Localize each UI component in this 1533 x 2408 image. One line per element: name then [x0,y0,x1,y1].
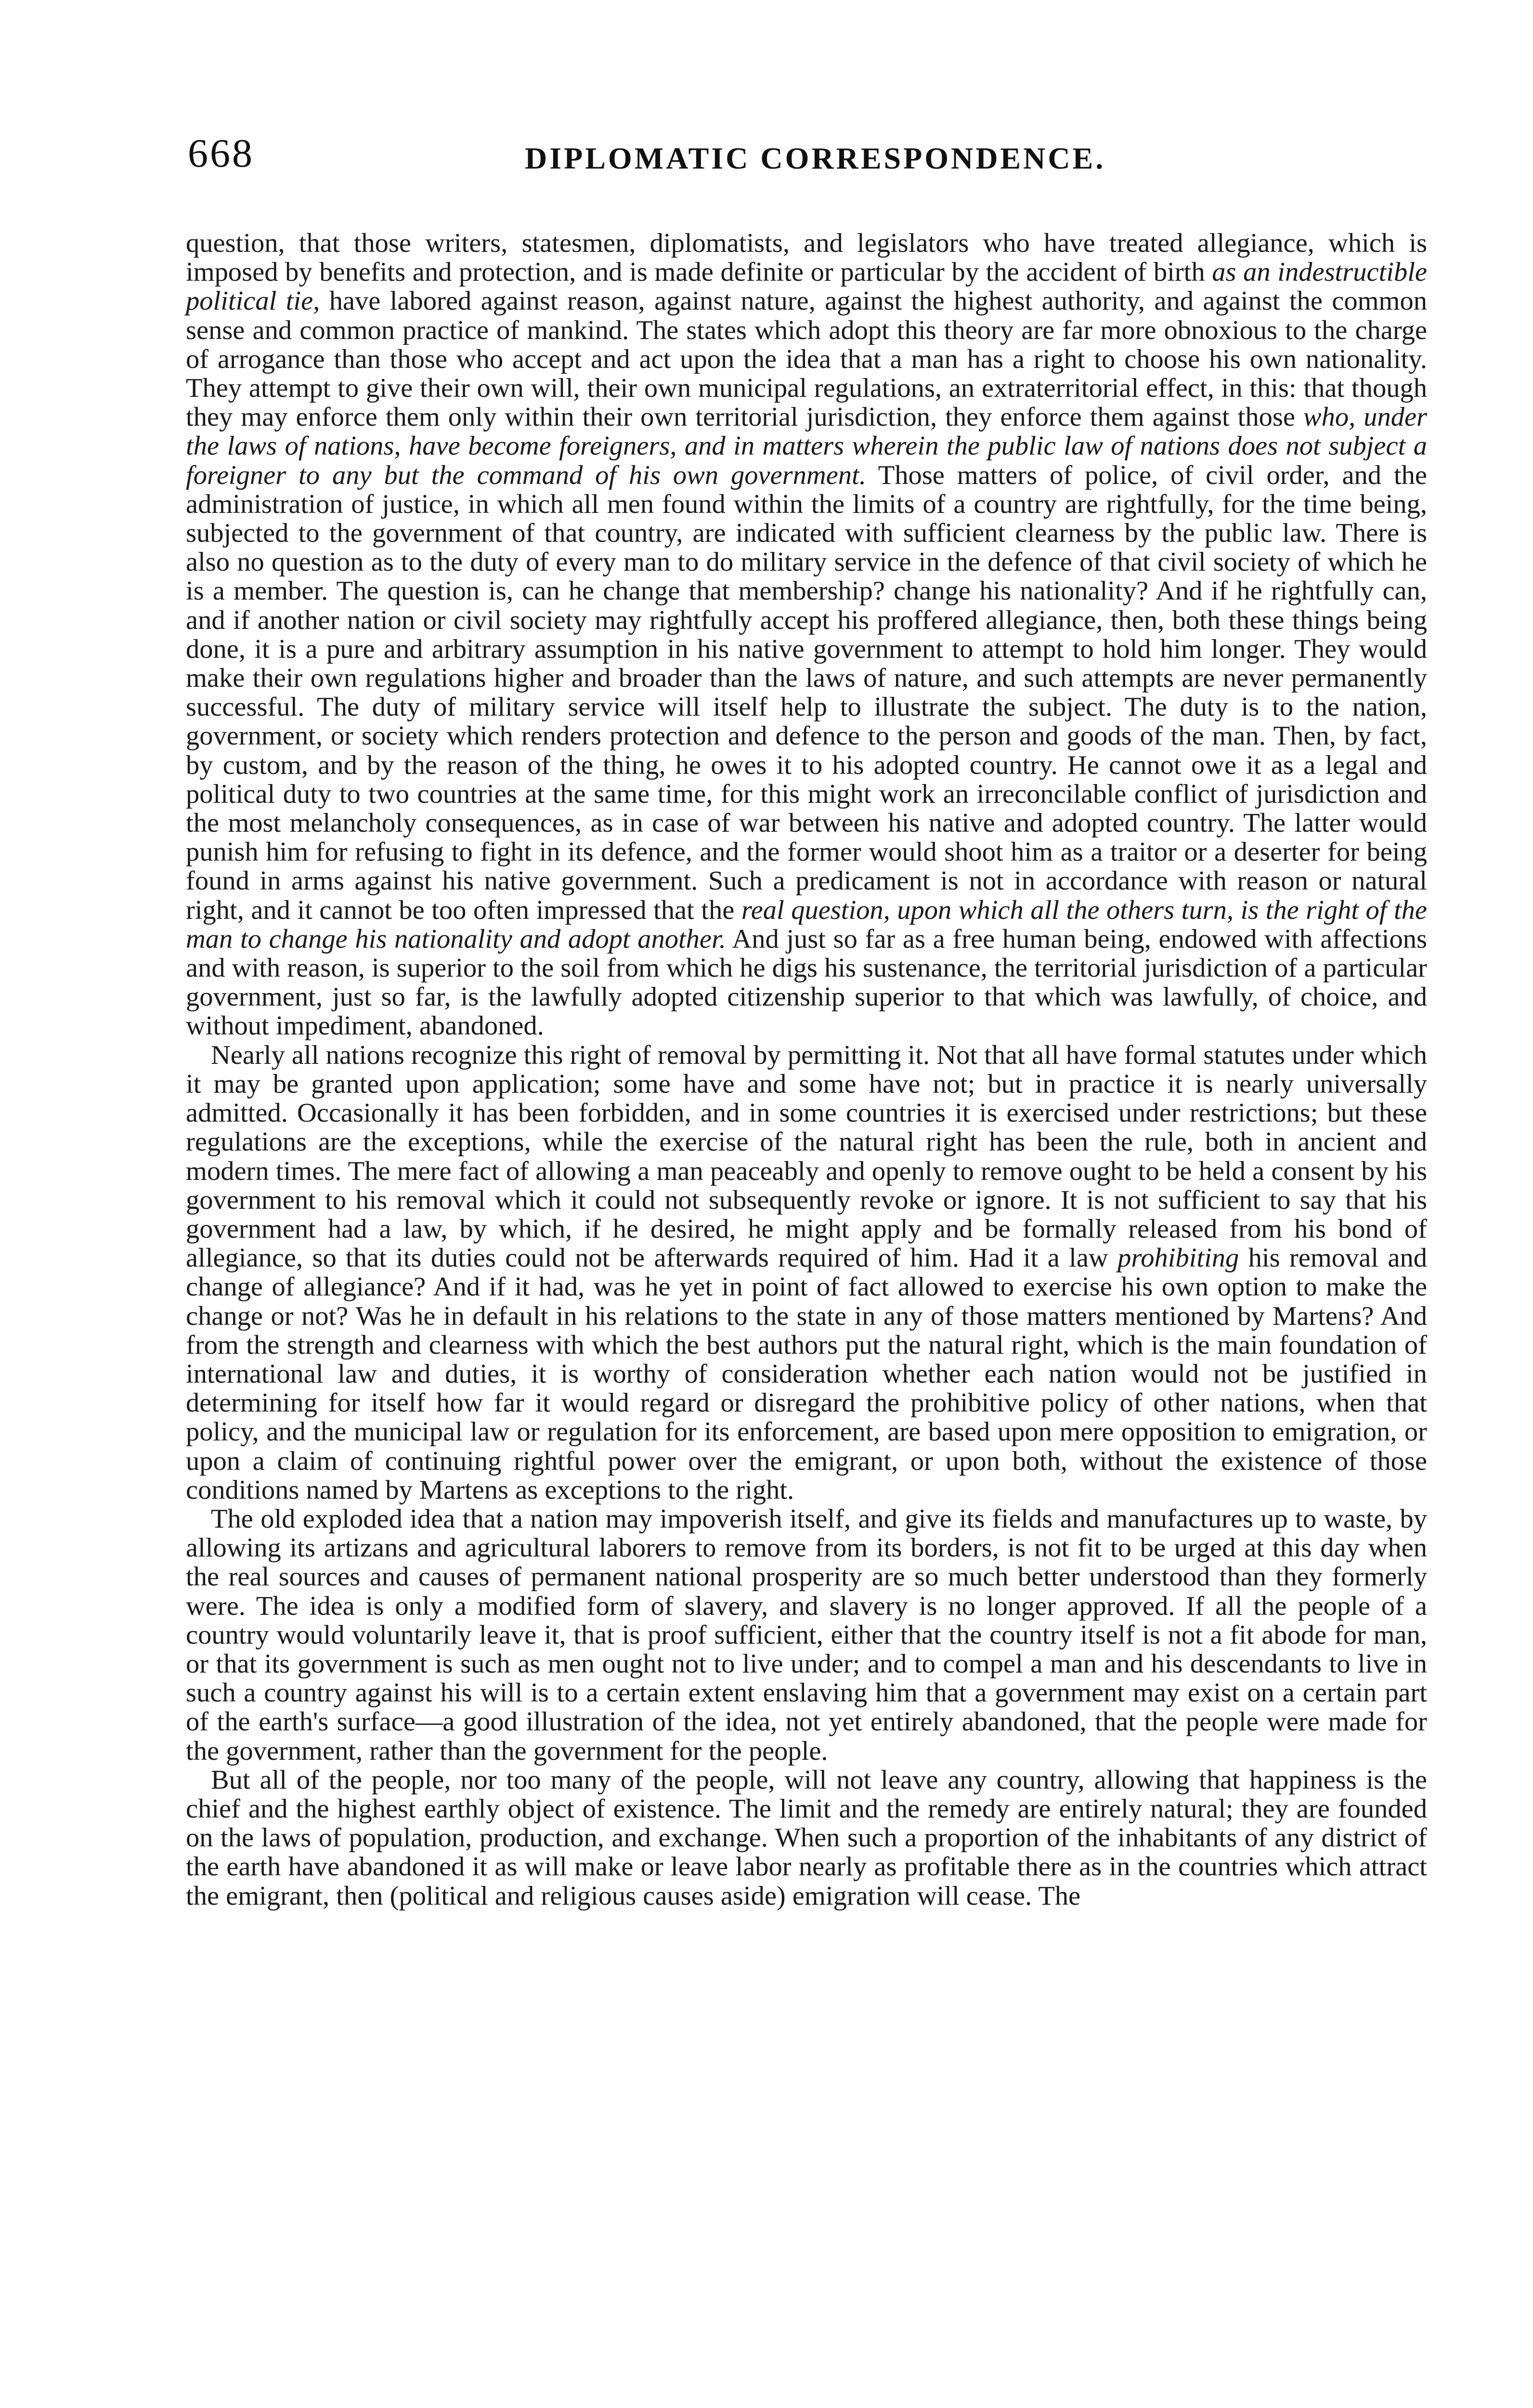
italic-text: prohibiting [1117,1243,1239,1273]
body-text-run: Those matters of police, of civil order, and the administration of justice, in which all men found within the limits of a country are rightfully, for the time being, subjected to the government of that country, are indicated with sufficient clearness by the public law. There is also no question as to the duty of every man to do military service in the defence of that civil society of which he is a member. The question is, can he change that membership? change his nationality? And if he rightfully can, and if another nation or civil society may rightfully accept his proffered allegiance, then, both these things being done, it is a pure and arbitrary assumption in his native government to attempt to hold him longer. They would make their own regulations higher and broader than the laws of nature, and such attempts are never permanently successful. The duty of military service will itself help to illustrate the subject. The duty is to the nation, government, or society which renders protection and defence to the person and goods of the man. Then, by fact, by custom, and by the reason of the thing, he owes it to his adopted country. He cannot owe it as a legal and political duty to two countries at the same time, for this might work an irreconcilable conflict of jurisdiction and the most melancholy consequences, as in case of war between his native and adopted country. The latter would punish him for refusing to fight in its defence, and the former would shoot him as a traitor or a deserter for being found in arms against his native government. Such a predicament is not in accordance with reason or natural right, and it cannot be too often impressed that the [186,460,1427,925]
body-text-run: Nearly all nations recognize this right of removal by permitting it. Not that all have formal statutes under which it may be granted upon application; some have and some have not; but in practice it is nearly universally admitted. Occasionally it has been forbidden, and in some countries it is exercised under restrictions; but these regulations are the exceptions, while the exercise of the natural right has been the rule, both in ancient and modern times. The mere fact of allowing a man peaceably and openly to remove ought to be held a consent by his government to his removal which it could not subsequently revoke or ignore. It is not sufficient to say that his government had a law, by which, if he desired, he might apply and be formally released from his bond of allegiance, so that its duties could not be afterwards required of him. Had it a law [186,1040,1427,1273]
body-text-run: But all of the people, nor too many of the people, will not leave any country, allowing that happiness is the chief and the highest earthly object of existence. The limit and the remedy are entirely natural; they are founded on the laws of population, production, and exchange. When such a proportion of the inhabitants of any district of the earth have abandoned it as will make or leave labor nearly as profitable there as in the countries which attract the emigrant, then (political and religious causes aside) emigration will cease. The [186,1765,1427,1911]
running-head: DIPLOMATIC CORRESPONDENCE. [525,141,1106,175]
page-number: 668 [188,131,254,176]
body-text-run: The old exploded idea that a nation may impoverish itself, and give its fields and manufactures up to waste, by allowing its artizans and agricultural laborers to remove from its borders, is not fit to be urged at this day when the real sources and causes of permanent national prosperity are so much better understood than they formerly were. The idea is only a modified form of slavery, and slavery is no longer approved. If all the people of a country would voluntarily leave it, that is proof sufficient, either that the country itself is not a fit abode for man, or that its government is such as men ought not to live under; and to compel a man and his descendants to live in such a country against his will is to a certain extent enslaving him that a government may exist on a certain part of the earth's surface—a good illustration of the idea, not yet entirely abandoned, that the people were made for the government, rather than the government for the people. [186,1504,1427,1766]
body-text [186,229,1427,1911]
paragraph [186,1766,1427,1911]
page-header [188,130,1425,188]
paragraph [186,1041,1427,1505]
body-text-run: his removal and change of allegiance? And if it had, was he yet in point of fact allowed to exercise his own option to make the change or not? Was he in default in his relations to the state in any of those matters mentioned by Martens? And from the strength and clearness with which the best authors put the natural right, which is the main foundation of international law and duties, it is worthy of consideration whether each nation would not be justified in determining for itself how far it would regard or disregard the prohibitive policy of other nations, when that policy, and the municipal law or regulation for its enforcement, are based upon mere opposition to emigration, or upon a claim of continuing rightful power over the emigrant, or upon both, without the existence of those conditions named by Martens as exceptions to the right. [186,1243,1427,1505]
paragraph [186,229,1427,1041]
body-text-run: And just so far as a free human being, endowed with affections and with reason, is superior to the soil from which he digs his sustenance, the territorial jurisdiction of a particular government, just so far, is the lawfully adopted citizenship superior to that which was lawfully, of choice, and without impediment, abandoned. [186,924,1427,1041]
italic-text: real question, upon which all the others turn, is the right of the man to change his nationality and adopt another. [186,895,1427,954]
body-text-run: question, that those writers, statesmen, diplomatists, and legislators who have treated allegiance, which is imposed by benefits and protection, and is made definite or particular by the accident of birth [186,228,1427,288]
paragraph [186,1505,1427,1766]
body-text-run: have labored against reason, against nature, against the highest authority, and against the common sense and common practice of mankind. The states which adopt this theory are far more obnoxious to the charge of arrogance than those who accept and act upon the idea that a man has a right to choose his own nationality. They attempt to give their own will, their own municipal regulations, an extraterritorial effect, in this: that though they may enforce them only within their own territorial jurisdiction, they enforce them against those [186,286,1427,432]
italic-text: who, under the laws of nations, have become foreigners, and in matters wherein the public law of nations does not subject a foreigner to any but the command of his own government. [186,402,1428,490]
italic-text: as an indestructible political tie, [186,257,1427,316]
